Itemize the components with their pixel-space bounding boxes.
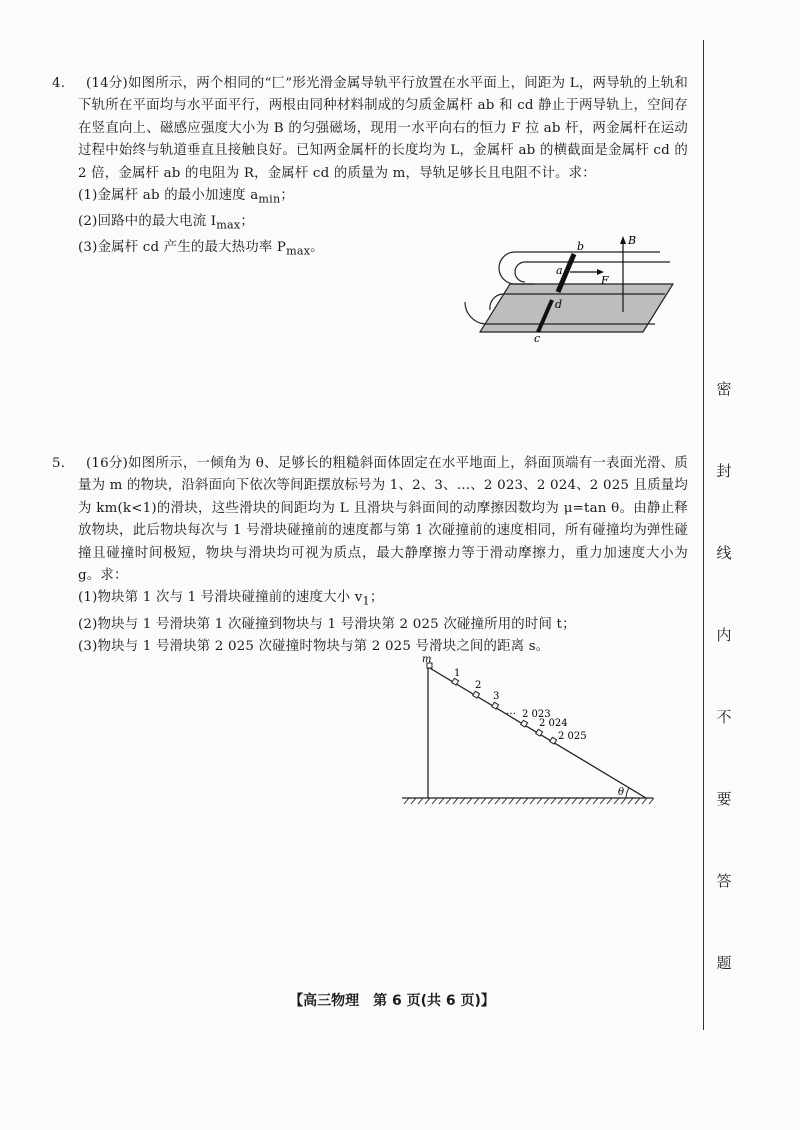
hatch-mark bbox=[439, 798, 444, 804]
rails-figure bbox=[455, 232, 700, 352]
hatch-mark bbox=[411, 798, 416, 804]
hatch-mark bbox=[495, 798, 500, 804]
seal-char: 题 bbox=[716, 954, 732, 972]
lower-plane bbox=[480, 284, 673, 332]
label-2023: 2 023 bbox=[522, 709, 551, 720]
problem-stem: (16分)如图所示，一倾角为 θ、足够长的粗糙斜面体固定在水平地面上，斜面顶端有一表面光滑、质量为 m 的物块，沿斜面向下依次等间距摆放标号为 1、2、3、…、2 023、2 024、2 025 且质量均为 km(k<1)的滑块，这些滑块的间距均为 L 且滑块与斜面间的动摩擦因数均为 μ=tan θ。由静止释放物块，此后物块每次与 1 号滑块碰撞前的速度都与第 1 次碰撞前的速度相同，所有碰撞均为弹性碰撞且碰撞时间极短，物块与滑块均可视为质点，最大静摩擦力等于滑动摩擦力，重力加速度大小为 g。求： bbox=[78, 456, 688, 584]
hatch-mark bbox=[642, 798, 647, 804]
hatch-mark bbox=[628, 798, 633, 804]
hatch-mark bbox=[649, 798, 654, 804]
problem-5 bbox=[52, 453, 688, 658]
label-b: b bbox=[577, 240, 585, 253]
seal-char: 密 bbox=[716, 380, 732, 398]
hatch-mark bbox=[418, 798, 423, 804]
hatch-mark bbox=[530, 798, 535, 804]
hatch-mark bbox=[614, 798, 619, 804]
subquestion-2: (2)物块与 1 号滑块第 1 次碰撞到物块与 1 号滑块第 2 025 次碰撞所用的时间 t； bbox=[78, 616, 576, 632]
subquestion-1: (1)物块第 1 次与 1 号滑块碰撞前的速度大小 $v_1$； bbox=[78, 590, 384, 609]
label-a: a bbox=[556, 264, 563, 277]
seal-char: 要 bbox=[716, 790, 732, 808]
label-2025: 2 025 bbox=[558, 731, 587, 742]
hatch-mark bbox=[488, 798, 493, 804]
hatch-mark bbox=[558, 798, 563, 804]
blocks bbox=[427, 663, 557, 744]
b-field-arrowhead bbox=[620, 236, 626, 244]
label-d: d bbox=[555, 298, 563, 311]
binding-line bbox=[703, 40, 704, 1030]
problem-number: 5. bbox=[52, 456, 66, 471]
hatch-mark bbox=[635, 798, 640, 804]
hatch-mark bbox=[446, 798, 451, 804]
label-m: m bbox=[422, 655, 432, 665]
hatch-mark bbox=[544, 798, 549, 804]
problem-stem: (14分)如图所示，两个相同的“匚”形光滑金属导轨平行放置在水平面上，间距为 L，两导轨的上轨和下轨所在平面均与水平面平行，两根由同种材料制成的匀质金属杆 ab 和 cd 静止于两导轨上，空间存在竖直向上、磁感应强度大小为 B 的匀强磁场，现用一水平向右的恒力 F 拉 ab 杆，两金属杆在运动过程中始终与轨道垂直且接触良好。已知两金属杆的长度均为 L，金属杆 ab 的横截面是金属杆 cd 的 2 倍，金属杆 ab 的电阻为 R，金属杆 cd 的质量为 m，导轨足够长且电阻不计。求： bbox=[78, 76, 688, 181]
label-dots: … bbox=[506, 706, 516, 717]
upper-rail bbox=[499, 252, 660, 284]
hatch-mark bbox=[432, 798, 437, 804]
seal-line-notice bbox=[712, 352, 736, 1038]
hatch-mark bbox=[572, 798, 577, 804]
subquestion-3: (3)物块与 1 号滑块第 2 025 次碰撞时物块与第 2 025 号滑块之间的距离 s。 bbox=[78, 638, 550, 654]
theta-arc bbox=[626, 788, 629, 798]
seal-char: 封 bbox=[716, 462, 732, 480]
seal-char: 不 bbox=[716, 708, 732, 726]
label-theta: θ bbox=[618, 787, 625, 798]
hatch-mark bbox=[516, 798, 521, 804]
problem-number: 4. bbox=[52, 76, 66, 91]
seal-char: 内 bbox=[716, 626, 732, 644]
hatch-mark bbox=[586, 798, 591, 804]
seal-char: 答 bbox=[716, 872, 732, 890]
hatch-mark bbox=[474, 798, 479, 804]
hatch-mark bbox=[404, 798, 409, 804]
hatch-mark bbox=[579, 798, 584, 804]
page-footer: 【高三物理 第 6 页(共 6 页)】 bbox=[289, 993, 495, 1009]
seal-char: 线 bbox=[716, 544, 732, 562]
subquestion-2: (2)回路中的最大电流 $I_{max}$； bbox=[78, 214, 254, 232]
hatch-mark bbox=[593, 798, 598, 804]
hatch-mark bbox=[509, 798, 514, 804]
label-F: F bbox=[601, 274, 609, 287]
hatch-mark bbox=[607, 798, 612, 804]
hatch-mark bbox=[425, 798, 430, 804]
hatch-mark bbox=[467, 798, 472, 804]
hatch-mark bbox=[481, 798, 486, 804]
ground-hatch bbox=[404, 798, 654, 804]
hatch-mark bbox=[502, 798, 507, 804]
subquestion-1: (1)金属杆 ab 的最小加速度 $a_{min}$； bbox=[78, 188, 294, 206]
label-c: c bbox=[534, 332, 541, 345]
hatch-mark bbox=[523, 798, 528, 804]
hatch-mark bbox=[565, 798, 570, 804]
hatch-mark bbox=[551, 798, 556, 804]
label-B: B bbox=[628, 234, 637, 247]
hatch-mark bbox=[600, 798, 605, 804]
label-2024: 2 024 bbox=[539, 718, 568, 729]
hatch-mark bbox=[460, 798, 465, 804]
hatch-mark bbox=[537, 798, 542, 804]
hatch-mark bbox=[621, 798, 626, 804]
label-3: 3 bbox=[493, 691, 500, 702]
label-1: 1 bbox=[454, 668, 461, 679]
label-2: 2 bbox=[475, 680, 482, 691]
incline-figure bbox=[398, 655, 658, 805]
subquestion-3: (3)金属杆 cd 产生的最大热功率 $P_{max}$。 bbox=[78, 240, 324, 258]
hatch-mark bbox=[453, 798, 458, 804]
